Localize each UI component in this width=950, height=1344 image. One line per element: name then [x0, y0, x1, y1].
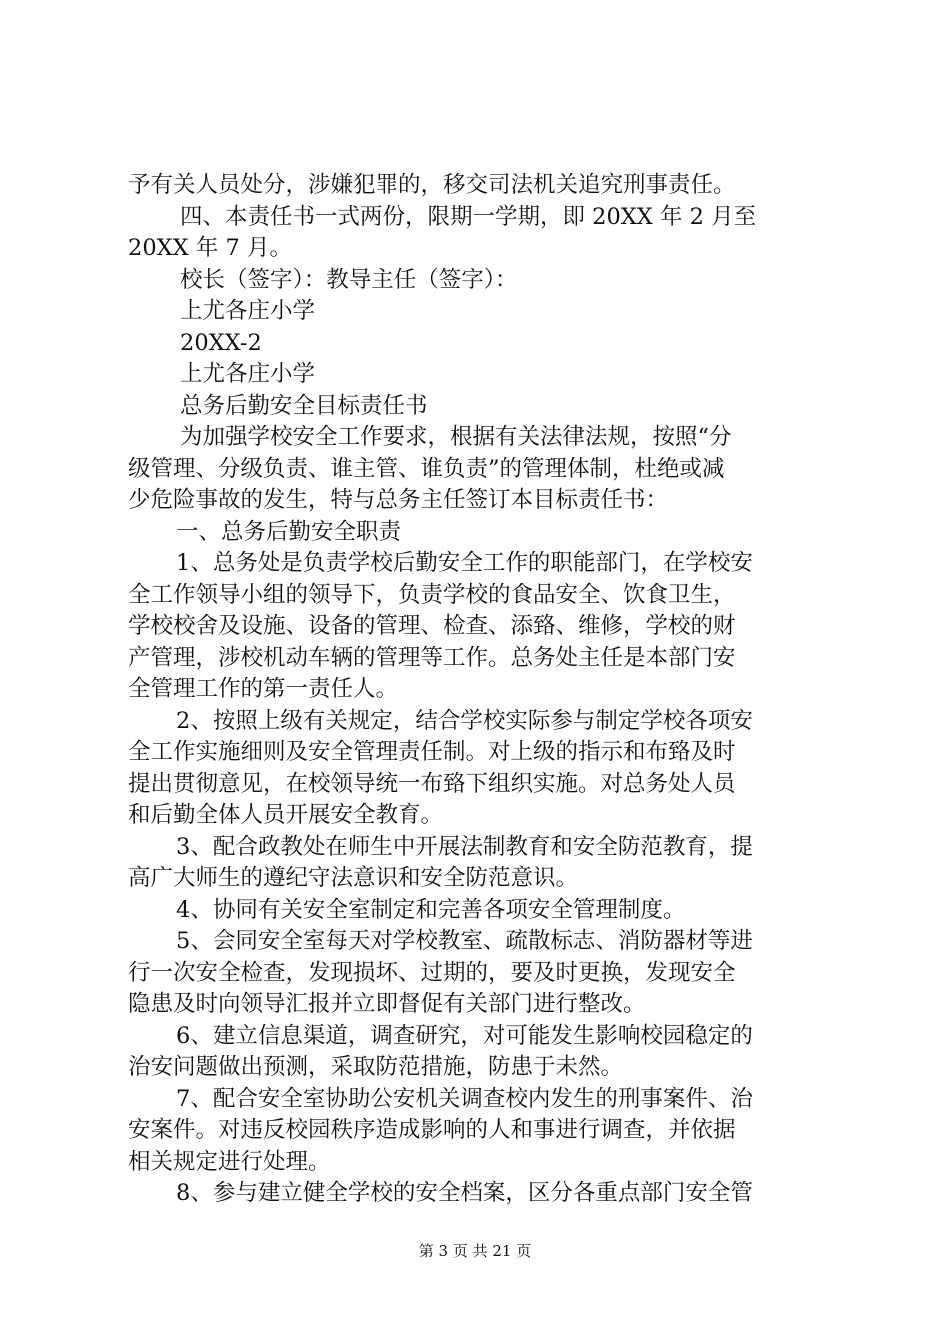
- text-line: 8、参与建立健全学校的安全档案，区分各重点部门安全管: [176, 1180, 753, 1206]
- text-line: 少危险事故的发生，特与总务主任签订本目标责任书：: [128, 487, 669, 513]
- text-line: 级管理、分级负责、谁主管、谁负责”的管理体制，杜绝或减: [128, 455, 725, 482]
- text-line: 6、建立信息渠道，调查研究，对可能发生影响校园稳定的: [176, 1022, 753, 1049]
- text-line: 予有关人员处分，涉嫌犯罪的，移交司法机关追究刑事责任。: [128, 172, 736, 198]
- text-line: 隐患及时向领导汇报并立即督促有关部门进行整改。: [128, 991, 646, 1017]
- page-number-footer: 第 3 页 共 21 页: [418, 1242, 532, 1260]
- text-line: 治安问题做出预测，采取防范措施，防患于未然。: [128, 1054, 624, 1080]
- text-line: 1、总务处是负责学校后勤安全工作的职能部门，在学校安: [176, 550, 753, 576]
- signature-line: 校长（签字）：教导主任（签字）：: [180, 266, 518, 293]
- text-line: 相关规定进行处理。: [128, 1148, 331, 1175]
- text-line: 为加强学校安全工作要求，根据有关法律法规，按照“分: [180, 424, 732, 450]
- text-line: 5、会同安全室每天对学校教室、疏散标志、消防器材等进: [176, 928, 753, 954]
- text-line: 全工作领导小组的领导下，负责学校的食品安全、饮食卫生，: [128, 581, 736, 608]
- text-line: 20XX 年 7 月。: [128, 235, 292, 261]
- school-name: 上尤各庄小学: [180, 361, 316, 387]
- text-line: 安案件。对违反校园秩序造成影响的人和事进行调查，并依据: [128, 1117, 736, 1143]
- school-name: 上尤各庄小学: [180, 298, 316, 324]
- text-line: 高广大师生的遵纪守法意识和安全防范意识。: [128, 865, 579, 891]
- text-line: 提出贯彻意见，在校领导统一布臵下组织实施。对总务处人员: [128, 770, 736, 797]
- text-line: 2、按照上级有关规定，结合学校实际参与制定学校各项安: [176, 707, 753, 734]
- date-line: 20XX-2: [180, 329, 262, 356]
- section-heading: 一、总务后勤安全职责: [176, 518, 402, 545]
- text-line: 全工作实施细则及安全管理责任制。对上级的指示和布臵及时: [128, 739, 736, 765]
- text-line: 全管理工作的第一责任人。: [128, 676, 399, 702]
- text-line: 四、本责任书一式两份，限期一学期，即 20XX 年 2 月至: [180, 203, 757, 230]
- text-line: 和后勤全体人员开展安全教育。: [128, 802, 444, 828]
- text-line: 产管理，涉校机动车辆的管理等工作。总务处主任是本部门安: [128, 644, 736, 671]
- document-body: [128, 170, 832, 1210]
- text-line: 7、配合安全室协助公安机关调查校内发生的刑事案件、治: [176, 1085, 753, 1112]
- text-line: 4、协同有关安全室制定和完善各项安全管理制度。: [176, 896, 686, 923]
- text-line: 学校校舍及设施、设备的管理、检查、添臵、维修，学校的财: [128, 613, 736, 639]
- text-line: 3、配合政教处在师生中开展法制教育和安全防范教育，提: [176, 833, 753, 860]
- section-title: 总务后勤安全目标责任书: [180, 392, 428, 419]
- text-line: 行一次安全检查，发现损坏、过期的，要及时更换，发现安全: [128, 959, 736, 986]
